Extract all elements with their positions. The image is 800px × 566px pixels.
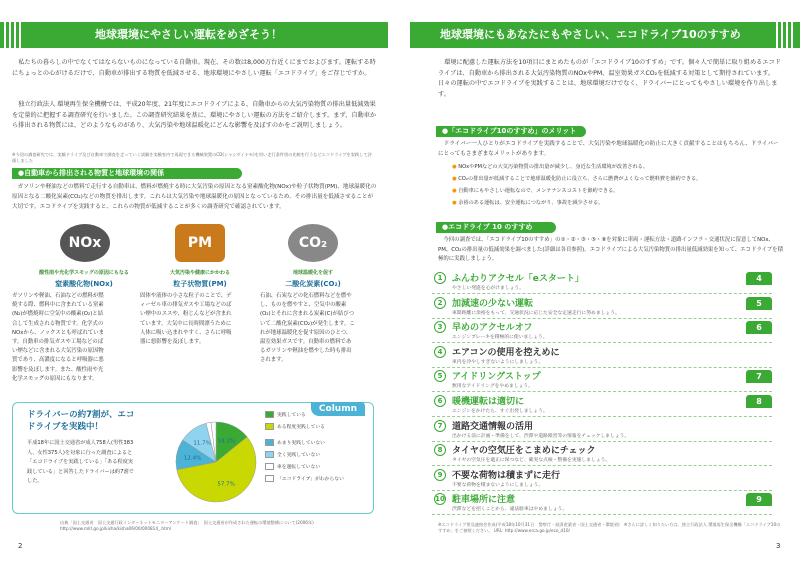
- co2-heading: 地球温暖化を促す: [292, 270, 333, 276]
- item-subtitle: タイヤの空気圧を適正に保つなど、確実な点検・整備を実施しましょう。: [452, 458, 611, 464]
- page-number-right: 3: [776, 542, 781, 550]
- merit-item-2: ● CO₂の排出量が低減することで地球温暖化防止に役立ち、さらに燃費がよくなって燃料費を節約できる。: [452, 176, 702, 182]
- pie-label: 14.2%: [217, 438, 236, 445]
- item-subtitle: やさしい発進を心がけましょう。: [452, 286, 524, 291]
- legend-item: [265, 451, 369, 458]
- right-banner: 地球環境にもあなたにもやさしい、エコドライブ10のすすめ: [410, 22, 800, 48]
- intro-note: ※今回の調査研究では、実験ドライブ及び自動車で調査を走っていく試験を実験室内で再現できる機械装置のCD(シャシダイナモ)を用い走行条件別の比較を行うなどエコドライブを実践して評価しました: [12, 152, 372, 163]
- eco-item-7: [432, 418, 772, 442]
- item-title: 道路交通情報の活用: [452, 421, 534, 432]
- pie-label: 11.7%: [193, 440, 211, 447]
- merit-item-3: ● 自動車にもやさしい運転なので、メンテナンスコストを節約できる。: [452, 188, 619, 194]
- pm-title: 粒子状物質(PM): [173, 280, 227, 288]
- eco-item-1: [432, 270, 772, 294]
- item-number: 1: [434, 272, 446, 284]
- intro-paragraph-2: 独立行政法人 環境再生保全機構では、平成20年度、21年度にエコドライブによる、自動車からの大気汚染物質の排出量低減効果を定量的に把握する調査研究を行いました。この調査研究結果を基に、環境にやさしい運転の方法をご紹介します。まず、自動車から排出される物質には、どのようなものがあり、大気汚染や地球温暖化にどんな影響を及ぼすのかをご説明しましょう。: [12, 101, 377, 129]
- eco-item-4: [432, 344, 772, 368]
- legend-label: 「エコドライブ」がわからない: [277, 477, 344, 482]
- co2-icon: CO₂: [288, 224, 338, 262]
- legend-item: [265, 463, 369, 470]
- nox-icon: NOx: [60, 224, 110, 262]
- page-number-left: 2: [18, 542, 23, 550]
- legend-swatch: [265, 463, 274, 470]
- item-number: 6: [434, 395, 446, 407]
- legend-item: [265, 439, 369, 446]
- item-title: タイヤの空気圧をこまめにチェック: [452, 446, 596, 457]
- item-page-tag: 7: [746, 370, 772, 383]
- item-page-tag: 9: [746, 493, 772, 506]
- item-title: 加減速の少ない運転: [452, 298, 534, 309]
- legend-label: ある程度実践している: [277, 425, 325, 430]
- legend-label: あまり実践していない: [277, 441, 325, 446]
- item-number: 2: [434, 297, 446, 309]
- legend-item: [265, 411, 369, 418]
- nox-heading: 酸性雨や光化学スモッグの原因にもなる: [39, 270, 129, 276]
- item-title: 不要な荷物は積まずに走行: [452, 470, 561, 481]
- section-title: ●自動車から排出される物質と地球環境の関係: [12, 168, 242, 179]
- nox-title: 窒素酸化物(NOx): [55, 280, 113, 288]
- item-subtitle: 車内を冷やしすぎないようにしましょう。: [452, 359, 544, 365]
- right-note: ※エコドライブ普及連絡会作成(平成18年10月31日 警察庁・経済産業省・国土交通省・環境省) ※さらに詳しく知りたい方は、独立行政法人 環境再生保全機構「エコドライブ10のすすめ」をご参照ください。 URL: http://www.erca.go.jp/eco_d10/: [438, 522, 781, 533]
- section-text: ガソリンや軽油などの燃料で走行する自動車は、燃料が燃焼する時に大気汚染の原因となる窒素酸化物(NOx)や粒子状物質(PM)、地球温暖化の原因となる二酸化炭素(CO₂)などの物質を排出します。これらは大気汚染や地球温暖化の原因となっているため、その排出量を低減させることが大切です。エコドライブを実践すると、これらの物質が低減することが多くの調査研究で確認されています。: [12, 184, 377, 210]
- column-text: 平成18年に国土交通省が成人758人(男性383人、女性375人)を対象に行った調査によると「エコドライブを実践している」「ある程度実践している」と回答したドライバーは約7割でした。: [27, 440, 134, 484]
- item-title: 早めのアクセルオフ: [452, 323, 533, 334]
- left-banner: 地球環境にやさしい運転をめざそう！: [0, 22, 388, 48]
- item-subtitle: 渋滞などを招くことから、違法駐車はやめましょう。: [452, 507, 568, 513]
- item-number: 9: [434, 469, 446, 481]
- pie-label: 12.4%: [183, 455, 202, 462]
- item-subtitle: 出かける前に計画・準備をして、渋滞や道路障害等の情報をチェックしましょう。: [452, 433, 630, 439]
- eco-item-6: [432, 393, 772, 417]
- right-page: [400, 0, 800, 566]
- item-page-tag: 6: [746, 321, 772, 334]
- co2-title: 二酸化炭素(CO₂): [285, 280, 341, 288]
- item-title: アイドリングストップ: [452, 372, 541, 383]
- pie-chart: [171, 417, 261, 507]
- legend-swatch: [265, 411, 274, 418]
- list-title: ●エコドライブ 10 のすすめ: [436, 222, 556, 233]
- item-page-tag: 8: [746, 395, 772, 408]
- column-title: ドライバーの約7割が、エコドライブを実践中！: [27, 410, 135, 432]
- column-source: 出典「国土交通省 国土交通行政インターネットモニターアンケート調査」 国土交通省が作成された運転の環境整備について(2006年) http://www.mlit.go.jp/kisha/kisha06/00/000814_.html: [60, 520, 318, 531]
- pm-icon: PM: [175, 224, 225, 262]
- merit-title: ●「エコドライブ10のすすめ」のメリット: [436, 126, 586, 137]
- legend-label: 車を運転していない: [277, 465, 321, 470]
- item-subtitle: 無用なアイドリングをやめましょう。: [452, 384, 534, 390]
- item-subtitle: 車間距離に余裕をもって、交通状況に応じた安全な定速走行に努めましょう。: [452, 310, 620, 316]
- item-subtitle: 不要な荷物を積まないようにしましょう。: [452, 482, 544, 488]
- eco-item-5: [432, 368, 772, 392]
- pie-legend: [265, 411, 369, 487]
- legend-item: [265, 475, 369, 482]
- item-title: 暖機運転は適切に: [452, 397, 525, 407]
- merit-text: ドライバー一人ひとりがエコドライブを実践することで、大気汚染や地球温暖化の防止に大きく貢献することはもちろん、ドライバーにとってもさまざまなメリットがあります。: [438, 141, 779, 157]
- item-number: 8: [434, 444, 446, 456]
- legend-item: [265, 423, 369, 430]
- merit-item-4: ● 余裕のある運転は、安全運転につながり、事故を減少させる。: [452, 200, 604, 206]
- item-title: エアコンの使用を控えめに: [452, 347, 560, 358]
- pm-heading: 大気汚染や健康にかかわる: [169, 270, 230, 276]
- legend-label: 全く実践していない: [277, 453, 321, 458]
- item-page-tag: 5: [746, 297, 772, 310]
- item-number: 5: [434, 370, 446, 382]
- merit-item-1: ● NOxやPMなどの大気汚染物質の排出量が減少し、身近な生活環境が改善される。: [452, 164, 649, 170]
- eco-item-10: [432, 491, 772, 515]
- intro-paragraph: 私たちの暮らしの中でなくてはならないものになっている自動車。現在、その数は8,000万台近くにまでおよびます。運転する時にちょっとの心がけるだけで、自動車が排出する物質を低減させる、地球環境にやさしい運転「エコドライブ」をご存じですか。: [12, 59, 376, 77]
- pm-text: 固体や液体の小さな粒子のことで、ディーゼル車の排気ガスや工場などのばい煙中のススや、粉じんなどが含まれています。大気中に長時間漂うために人体に吸い込まれやすく、さらに呼吸器に悪影響を及ぼします。: [140, 293, 232, 346]
- item-number: 10: [435, 495, 445, 504]
- legend-swatch: [265, 423, 274, 430]
- item-page-tag: 4: [746, 272, 772, 285]
- item-number: 7: [434, 420, 446, 432]
- column-box: [12, 402, 374, 514]
- right-intro: 環境に配慮した運転方法を10項目にまとめたものが「エコドライブ10のすすめ」です。個々人で簡単に取り組めるエコドライブは、自動車から排出される大気汚染物質のNOxやPM、温室効果ガスCO₂を低減する対策として期待されています。日々の運転の中でエコドライブを実践することは、地球環境だけでなく、ドライバーにとってもやさしい環境を作り出します。: [438, 59, 781, 98]
- item-number: 3: [434, 321, 446, 333]
- list-intro: 今回の調査では、「エコドライブ10のすすめ」の①・②・③・⑤・⑧を対象に車両・運転方法・道路インフラ・交通状況に留意してNOx、PM、CO₂の排出量の低減効果を調べました(詳細は各頁参照)。エコドライブによる大気汚染物質の排出量低減効果を知って、エコドライブを積極的に実践しましょう。: [438, 237, 783, 262]
- eco-item-3: [432, 319, 772, 343]
- eco-item-9: [432, 467, 772, 491]
- item-title: ふんわりアクセル「eスタート」: [452, 274, 584, 284]
- eco-item-8: [432, 442, 772, 466]
- item-subtitle: エンジンブレーキを積極的に使いましょう。: [452, 335, 548, 341]
- item-title: 駐車場所に注意: [452, 495, 516, 506]
- legend-swatch: [265, 475, 274, 482]
- legend-swatch: [265, 439, 274, 446]
- pie-label: 57.7%: [217, 481, 235, 488]
- legend-label: 実践している: [277, 413, 306, 418]
- eco-item-2: [432, 295, 772, 319]
- column-label: Column: [311, 402, 365, 416]
- legend-swatch: [265, 451, 274, 458]
- co2-text: 石油、石炭などの化石燃料などを燃やし、ものを燃やすと、空気中の酸素(O₂)とそれに含まれる炭素(C)が結びついて二酸化炭素(CO₂)が発生します。これが地球温暖化を促す原因のひとつ、温室効果ガスです。自動車の燃料であるガソリンや軽油を燃やした時も排出されます。: [260, 293, 355, 364]
- item-number: 4: [434, 346, 446, 358]
- item-subtitle: エンジンをかけたら、すぐ出発しましょう。: [452, 409, 548, 414]
- nox-text: ガソリンや軽油、石油などの燃料が燃焼する際、燃料中に含まれている窒素(N₂)が燃焼時に空気中の酸素(O₂)と結合して生成される物質です。化学式のNOxから、ノックスとも呼ばれています。自動車の排気ガスや工場などのばい煙などに含まれる大気汚染の原因物質であり、高濃度になると呼吸器に悪影響を及ぼします。また、酸性雨や光化学スモッグの原因にもなります。: [12, 293, 104, 382]
